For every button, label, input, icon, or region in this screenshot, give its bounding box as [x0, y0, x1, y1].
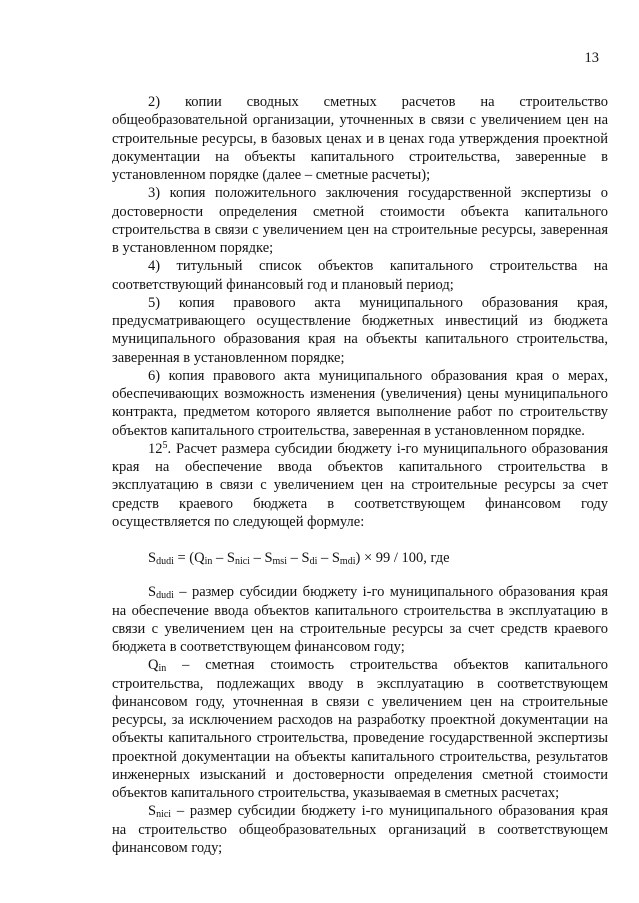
- definition-q-in: [112, 656, 608, 802]
- formula-part: = (Q: [173, 550, 205, 566]
- document-body: [112, 93, 608, 857]
- definition-text: – размер субсидии бюджету i-го муниципального образования края на строительство общеобразовательных организаций в соответствующем финансовом году;: [112, 803, 608, 856]
- list-item-4: 4) титульный список объектов капитального строительства на соответствующий финансовый год и плановый период;: [112, 258, 608, 293]
- formula-part: – S: [212, 550, 235, 566]
- definition-symbol: Q: [148, 657, 159, 674]
- formula-part: – S: [249, 550, 273, 566]
- page-number: 13: [584, 50, 599, 66]
- clause-superscript: 5: [162, 439, 168, 451]
- clause-12-5: [112, 440, 608, 531]
- formula-subscript: msi: [272, 556, 287, 567]
- list-item-6: 6) копия правового акта муниципального образования края о мерах, обеспечивающих возможность изменения (увеличения) цены муниципального контракта, предметом которого является выполнение работ по строительству объектов капитального строительства, заверенная в установленном порядке.: [112, 367, 608, 439]
- definition-text: – размер субсидии бюджету i-го муниципального образования края на обеспечение ввода объектов капитального строительства в эксплуатацию в связи с увеличением цен на строительные ресурсы за счет средств краевого бюджета в соответствующем финансовом году;: [112, 584, 608, 655]
- list-item-2: 2) копии сводных сметных расчетов на строительство общеобразовательной организации, уточненных в связи с увеличением цен на строительные ресурсы, в базовых ценах и в ценах года утверждения проектной документации на объекты капитального строительства, заверенные в установленном порядке (далее – сметные расчеты);: [112, 94, 608, 183]
- formula-part: ) × 99 / 100, где: [355, 550, 450, 566]
- formula-subscript: nici: [234, 556, 250, 567]
- formula-part: – S: [286, 550, 310, 566]
- list-item-5: 5) копия правового акта муниципального образования края, предусматривающего осуществление бюджетных инвестиций из бюджета муниципального образования края на объекты капитального строительства, заверенная в установленном порядке;: [112, 294, 608, 366]
- formula-part: S: [148, 550, 157, 566]
- definition-subscript: dudi: [156, 590, 174, 602]
- definition-s-nici: [112, 802, 608, 857]
- definition-subscript: nici: [156, 809, 172, 821]
- formula-part: – S: [317, 550, 340, 566]
- list-item-3: 3) копия положительного заключения государственной экспертизы о достоверности определения сметной стоимости объекта капитального строительства в связи с увеличением цен на строительные ресурсы, заверенная в установленном порядке;: [112, 185, 608, 256]
- definition-text: – сметная стоимость строительства объектов капитального строительства, подлежащих вводу в эксплуатацию в соответствующем финансовом году, уточненная в связи с увеличением цен на строительные ресурсы, за исключением расходов на разработку проектной документации на объекты капитального строительства, проведение государственной экспертизы проектной документации на объекты капитального строительства, результатов инженерных изысканий и достоверности определения сметной стоимости объектов капитального строительства, указываемая в сметных расчетах;: [112, 657, 608, 801]
- formula: [112, 549, 608, 567]
- formula-subscript: mdi: [339, 556, 356, 567]
- definition-subscript: in: [158, 663, 167, 675]
- definition-s-dudi: [112, 583, 608, 656]
- definition-symbol: S: [148, 584, 157, 601]
- formula-subscript: in: [204, 556, 213, 567]
- formula-subscript: di: [309, 556, 318, 567]
- clause-text: . Расчет размера субсидии бюджету i-го муниципального образования края на обеспечение ввода объектов капитального строительства в эксплуатацию в связи с увеличением цен на строительные ресурсы за счет средств краевого бюджета в соответствующем финансовом году осуществляется по следующей формуле:: [112, 440, 608, 530]
- clause-number: 12: [148, 440, 163, 457]
- formula-subscript: dudi: [156, 556, 174, 567]
- definition-symbol: S: [148, 803, 157, 820]
